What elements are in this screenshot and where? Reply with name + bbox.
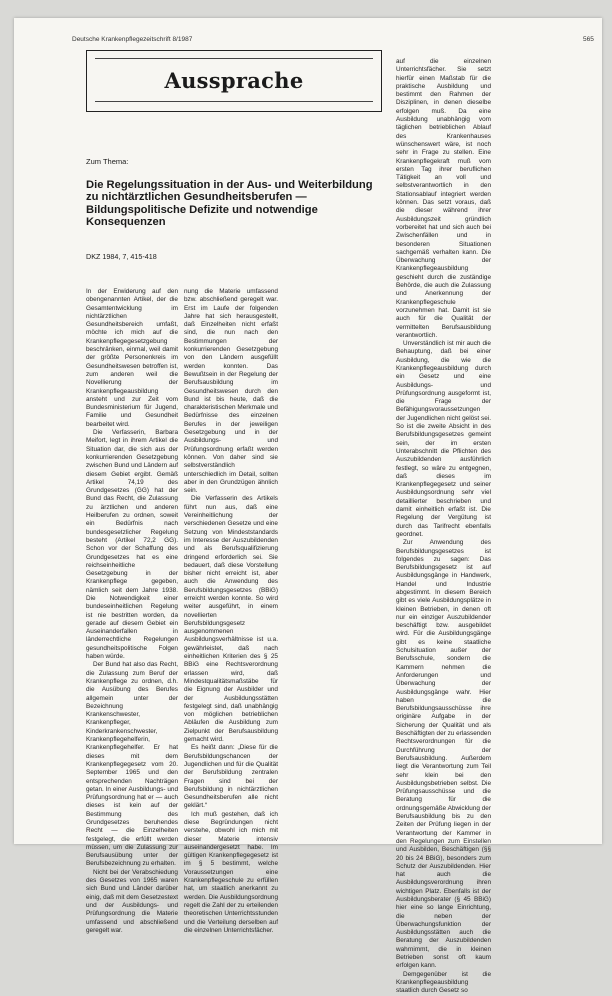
paragraph: In der Erwiderung auf den obengenannten Artikel, der die Gesamtentwicklung im nichtärztlichen Gesundheitsbereich umfaßt, möchte ich mich auf die Krankenpflegegesetzgebung beschränken, einmal, weil damit der größte Personenkreis im Gesundheitswesen betroffen ist, zum anderen weil die Novellierung der Krankenpflegeausbildung ansteht und zur Zeit vom Bundesministerium für Jugend, Familie und Gesundheit bearbeitet wird. [86,288,178,428]
paragraph: Unverständlich ist mir auch die Behauptung, daß bei einer Ausbildung, die wie die Krankenpflegeausbildung durch ein Gesetz und eine Ausbildungs- und Prüfungsordnung ausgeformt ist, die Frage der Befähigungsvoraussetzungen der Jugendlichen nicht gelöst sei. So ist die zweite Absicht in des Berufsbildungsgesetzes gemeint sein, der im ersten Unterabschnitt die Pflichten des Auszubildenden ausführlich festlegt, so wäre zu entgegnen, daß dieses im Krankenpflegegesetz und seiner Ausbildungsordnung sehr viel detaillierter beschrieben und damit einheitlich erfaßt ist. Die Regelung der Vergütung ist durch das Tarifrecht ebenfalls geordnet. [396,340,491,538]
paragraph: Zur Anwendung des Berufsbildungsgesetzes ist folgendes zu sagen: Das Berufsbildungsgesetz ist auf Ausbildungsgänge in Handwerk, Handel und Industrie abgestimmt. In diesem Bereich gibt es viele Ausbildungsplätze in kleinen Betrieben, in denen oft nur ein einziger Auszubildender beschäftigt bzw. ausgebildet wird. Für die Ausbildungsgänge gibt es keine staatliche Schulsituation außer der Berufsschule, sondern die Kammern nehmen die Anforderungen und Überwachung der Ausbildungsgänge wahr. Hier haben die Berufsbildungsausschüsse ihre originäre Aufgabe in der Sicherung der Qualität und als Beschäftigten der zu erlassenden Rechtsverordnungen für die Durchführung der Berufsausbildung. Außerdem liegt die Verantwortung zum Teil sehr klein bei den Ausbildungsbetrieben selbst. Die Prüfungsausschüsse und die Beratung für die ordnungsgemäße Abwicklung der Berufsausbildung bis zu den Zeiten der Prüfung liegen in der Verantwortung der Kammer in den Regelungen zum Einstellen und Ausbilden, Beschäftigen (§§ 20 bis 24 BBiG), besonders zum Schutz der Auszubildenden. Hier hat auch die Ausbildungsverordnung ihren wichtigen Platz. Ebenfalls ist der Ausbildungsberater (§ 45 BBiG) hier eine so lange Einrichtung, die neben der Überwachungsfunktion der Ausbildungsstätten auch die Beratung der Auszubildenden wahrnimmt, die in kleinen Betrieben sonst oft kaum erfolgen kann. [396,539,491,970]
section-title: Aussprache [164,68,304,93]
paragraph: auf die einzelnen Unterrichtsfächer. Sie setzt hierfür einen Maßstab für die praktische Ausbildung und bestimmt den Rahmen der Disziplinen, in denen dieselbe erfolgen muß. Da eine Ausbildung unabhängig vom täglichen betrieblichen Ablauf des Krankenhauses wünschenswert wäre, ist noch sehr in Frage zu stellen. Eine Krankenpflegekraft muß vom ersten Tag ihrer beruflichen Tätigkeit an voll und selbstverantwortlich in den Stationsablauf integriert werden können. Das setzt voraus, daß die dieser während ihrer Ausbildungszeit gründlich vorbereitet hat und sich auch bei Zwischenfällen und in besonderen Situationen sachgemäß verhalten kann. Die Überwachung der Krankenpflegeausbildung geschieht durch die zuständige Behörde, die auch die Zulassung und Anerkennung der Krankenpflegeschule vorzunehmen hat. Damit ist sie auch für die Qualität der vermittelten Berufsausbildung verantwortlich. [396,58,491,339]
paragraph: Die Verfasserin des Artikels führt nun aus, daß eine Vereinheitlichung der verschiedenen Gesetze und eine Setzung von Mindeststandards im Interesse der Auszubildenden und als Berufsqualifizierung dringend erforderlich sei. Sie bedauert, daß diese Vorstellung bisher nicht erreicht ist, aber auch die Anwendung des Berufsbildungsgesetzes (BBiG) erreicht werden konnte. So wird weiter ausgeführt, in einem novellierten Berufsbildungsgesetz ausgenommenen Ausbildungsverhältnisse ist u.a. gewährleistet, daß nach einheitlichen Kriterien des § 25 BBiG eine Rechtsverordnung erlassen wird, daß Mindestqualitätsmaßstäbe für die Eignung der Ausbilder und der Ausbildungsstätten festgelegt sind, daß unabhängig von möglichen betrieblichen Abläufen die Ausbildung zum Zielpunkt der Berufsausbildung gemacht wird. [184,495,278,744]
paragraph: Die Verfasserin, Barbara Meifort, legt in ihrem Artikel die Situation dar, die sich aus der konkurrierenden Gesetzgebung zwischen Bund und Ländern auf diesem Gebiet ergibt. Gemäß Artikel 74,19 des Grundgesetzes (GG) hat der Bund das Recht, die Zulassung zu ärztlichen und anderen Heilberufen zu ordnen, soweit ein Bedürfnis nach bundesgesetzlicher Regelung besteht (Artikel 72,2 GG). Schon vor der Schaffung des Grundgesetzes hat es eine reichseinheitliche Gesetzgebung in der Krankenpflege gegeben, nämlich seit dem Jahre 1938. Die Notwendigkeit einer bundeseinheitlichen Regelung ist nie bestritten worden, da gerade auf diesem Gebiet ein Auseinanderfallen in länderrechtliche Regelungen gesundheitspolitische Folgen haben würde. [86,429,178,661]
body-column-3 [396,58,491,995]
paragraph: nung die Materie umfassend bzw. abschließend geregelt war. Erst im Laufe der folgenden Jahre hat sich herausgestellt, daß Einzelheiten nicht erfaßt sind, die nun nach den Bestimmungen der konkurrierenden Gesetzgebung von den Ländern ausgefüllt werden konnten. Das Bewußtsein in der Regelung der Berufsausbildung im Gesundheitswesen durch den Bund ist bis heute, daß die charakteristischen Merkmale und Bedürfnisse des einzelnen Berufes in der jeweiligen Gesetzgebung und in der Ausbildungs- und Prüfungsordnung erfaßt werden können. Von daher sind sie selbstverständlich unterschiedlich im Detail, sollten aber in den Grundzügen ähnlich sein. [184,288,278,495]
header-rule-bottom [95,101,373,102]
body-column-1 [86,288,178,934]
paragraph: Der Bund hat also das Recht, die Zulassung zum Beruf der Krankenpflege zu ordnen, d.h. die Ausübung des Berufes allgemein unter der Bezeichnung Krankenschwester, Krankenpfleger, Kinderkrankenschwester, Krankenpflegehelferin, Krankenpflegehelfer. Er hat dieses mit dem Krankenpflegegesetz vom 20. September 1965 und den entsprechenden Nachträgen getan. In einer Ausbildungs- und Prüfungsordnung hat er — auch dieses ist kein auf der Bestimmung des Grundgesetzes beruhendes Recht — die Einzelheiten festgelegt, die erfüllt werden müssen, um die Zulassung zur Berufsausübung unter der Berufsbezeichnung zu erhalten. [86,661,178,868]
paragraph: Nicht bei der Verabschiedung des Gesetzes von 1965 waren sich Bund und Länder darüber einig, daß mit dem Gesetzestext und der Ausbildungs- und Prüfungsordnung die Materie umfassend und abschließend geregelt war. [86,868,178,934]
paragraph: Demgegenüber ist die Krankenpflegeausbildung staatlich durch Gesetz so [396,970,491,995]
article-title: Die Regelungssituation in der Aus- und Weiterbildung zu nichtärztlichen Gesundheitsberufen — Bildungspolitische Defizite und notwendige Konsequenzen [86,179,373,229]
section-header-box [86,50,382,112]
article-kicker: Zum Thema: [86,157,129,166]
body-column-2 [184,288,278,934]
paragraph: Ich muß gestehen, daß ich diese Begründungen nicht verstehe, obwohl ich mich mit dieser Materie intensiv auseinandergesetzt habe. Im gültigen Krankenpflegegesetz ist im § 5 bestimmt, welche Voraussetzungen eine Krankenpflegeschule zu erfüllen hat, um staatlich anerkannt zu werden. Die Ausbildungsordnung regelt die Zahl der zu erteilenden theoretischen Unterrichtsstunden und die Verteilung derselben auf die einzelnen Unterrichtsfächer. [184,810,278,934]
page-number: 565 [583,36,594,43]
paragraph: Es heißt dann: „Diese für die Berufsbildungschancen der Jugendlichen und für die Qualität der Berufsbildung zentralen Fragen sind bei der Berufsbildung in nichtärztlichen Gesundheitsberufen alle nicht geklärt.“ [184,744,278,810]
article-citation: DKZ 1984, 7, 415-418 [86,252,157,261]
running-head: Deutsche Krankenpflegezeitschrift 8/1987 [72,36,193,43]
header-rule-top [95,58,373,59]
